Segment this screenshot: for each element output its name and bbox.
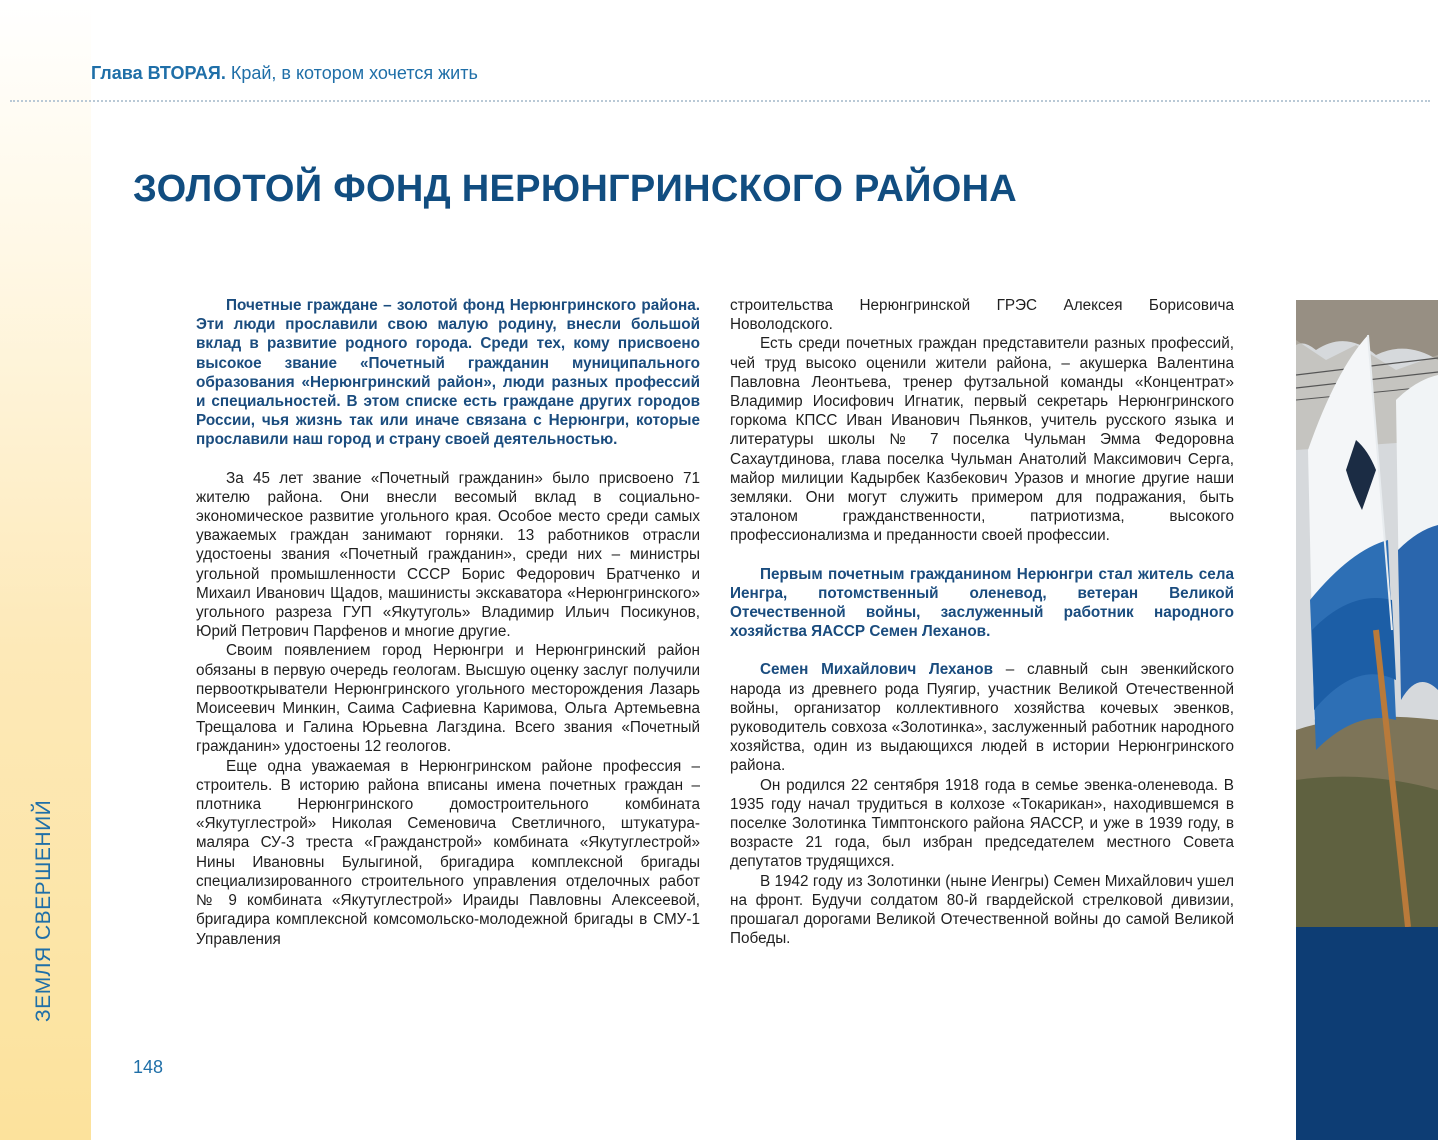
lead-paragraph: Почетные граждане – золотой фонд Нерюнгринского района. Эти люди прославили свою малую родину, внесли большой вклад в развитие родного города. Среди тех, кому присвоено высокое звание «Почетный гражданин муниципального образования «Нерюнгринский район», люди разных профессий и специальностей. В этом списке есть граждане других городов России, чья жизнь так или иначе связана с Нерюнгри, которые прославили наш город и страну своей деятельностью. xyxy=(196,297,700,449)
header-divider xyxy=(10,100,1430,102)
navy-block xyxy=(1296,927,1438,1140)
side-label: ЗЕМЛЯ СВЕРШЕНИЙ xyxy=(32,799,55,1022)
paragraph-builders: Еще одна уважаемая в Нерюнгринском районе профессия – строитель. В историю района вписаны имена почетных граждан – плотника Нерюнгринского домостроительного комбината «Якутуглестрой» Николая Семеновича Светличного, штукатура-маляра СУ-3 треста «Гражданстрой» комбината «Якутуглестрой» Нины Ивановны Булыгиной, бригадира комплексной бригады специализированного строительного управления отделочных работ № 9 комбината «Якутуглестрой» Ираиды Павловны Алексеевой, бригадира комплексной комсомольско-молодежной бригады в СМУ-1 Управления xyxy=(196,757,700,948)
paragraph-lekhanov-bio xyxy=(730,660,1234,775)
paragraph-birth: Он родился 22 сентября 1918 года в семье эвенка-оленевода. В 1935 году начал трудиться в колхозе «Токарикан», находившемся в поселке Золотинка Тимптонского района ЯАССР, и уже в 1939 году, в возрасте 21 года, был избран председателем местного Совета депутатов трудящихся. xyxy=(730,776,1234,871)
paragraph-professions: Есть среди почетных граждан представители разных профессий, чей труд высоко оценили жители района, – акушерка Валентина Павловна Леонтьева, тренер футзальной команды «Концентрат» Владимир Иосифович Игнатик, первый секретарь Нерюнгринского горкома КПСС Иван Иванович Пьянков, учитель русского языка и литературы школы № 7 поселка Чульман Эмма Федоровна Сахаутдинова, глава поселка Чульман Анатолий Максимович Серга, майор милиции Кадырбек Казбекович Уразов и многие другие наши земляки. Они могут служить примером для подражания, быть эталоном гражданственности, патриотизма, высокого профессионализма и преданности своей профессии. xyxy=(730,335,1234,545)
paragraph-lekhanov-text: – славный сын эвенкийского народа из древнего рода Пуягир, участник Великой Отечественной войны, организатор коллективного хозяйства кочевых эвенков, руководитель совхоза «Золотинка», заслуженный работник народного хозяйства, один из выдающихся людей в истории Нерюнгринского района. xyxy=(730,661,1234,775)
right-column xyxy=(730,296,1234,949)
page-title: ЗОЛОТОЙ ФОНД НЕРЮНГРИНСКОГО РАЙОНА xyxy=(133,168,1018,210)
page-number: 148 xyxy=(133,1057,164,1077)
paragraph-geologists: Своим появлением город Нерюнгри и Нерюнгринский район обязаны в первую очередь геологам. Высшую оценку заслуг получили первооткрыватели Нерюнгринского угольного месторождения Лазарь Моисеевич Минкин, Саима Сафиевна Каримова, Ольга Артемьевна Трещалова и Галина Юрьевна Лагздина. Всего звания «Почетный гражданин» удостоены 12 геологов. xyxy=(196,642,700,756)
left-column xyxy=(196,296,700,949)
flags-illustration xyxy=(1296,300,1438,927)
chapter-label: Глава ВТОРАЯ. xyxy=(91,63,226,83)
paragraph-continuation: строительства Нерюнгринской ГРЭС Алексея Борисовича Новолодского. xyxy=(730,297,1234,334)
paragraph-miners: За 45 лет звание «Почетный гражданин» было присвоено 71 жителю района. Они внесли весомый вклад в социально-экономическое развитие угольного края. Особое место среди самых уважаемых граждан занимают горняки. 13 работников отрасли удостоены звания «Почетный гражданин», среди них – министры угольной промышленности СССР Борис Федорович Братченко и Михаил Иванович Щадов, машинисты экскаватора «Нерюнгринского» угольного разреза ГУП «Якутуголь» Владимир Ильич Посикунов, Юрий Петрович Парфенов и многие другие. xyxy=(196,469,700,641)
person-name: Семен Михайлович Леханов xyxy=(760,661,994,679)
chapter-header xyxy=(91,63,478,84)
chapter-subtitle: Край, в котором хочется жить xyxy=(230,63,478,83)
flags-photo xyxy=(1296,300,1438,927)
lead-paragraph-lekhanov: Первым почетным гражданином Нерюнгри стал житель села Иенгра, потомственный оленевод, ветеран Великой Отечественной войны, заслуженный работник народного хозяйства ЯАССР Семен Леханов. xyxy=(730,565,1234,641)
paragraph-war: В 1942 году из Золотинки (ныне Иенгры) Семен Михайлович ушел на фронт. Будучи солдатом 80-й гвардейской стрелковой дивизии, прошагал дорогами Великой Отечественной войны до самой Великой Победы. xyxy=(730,872,1234,948)
